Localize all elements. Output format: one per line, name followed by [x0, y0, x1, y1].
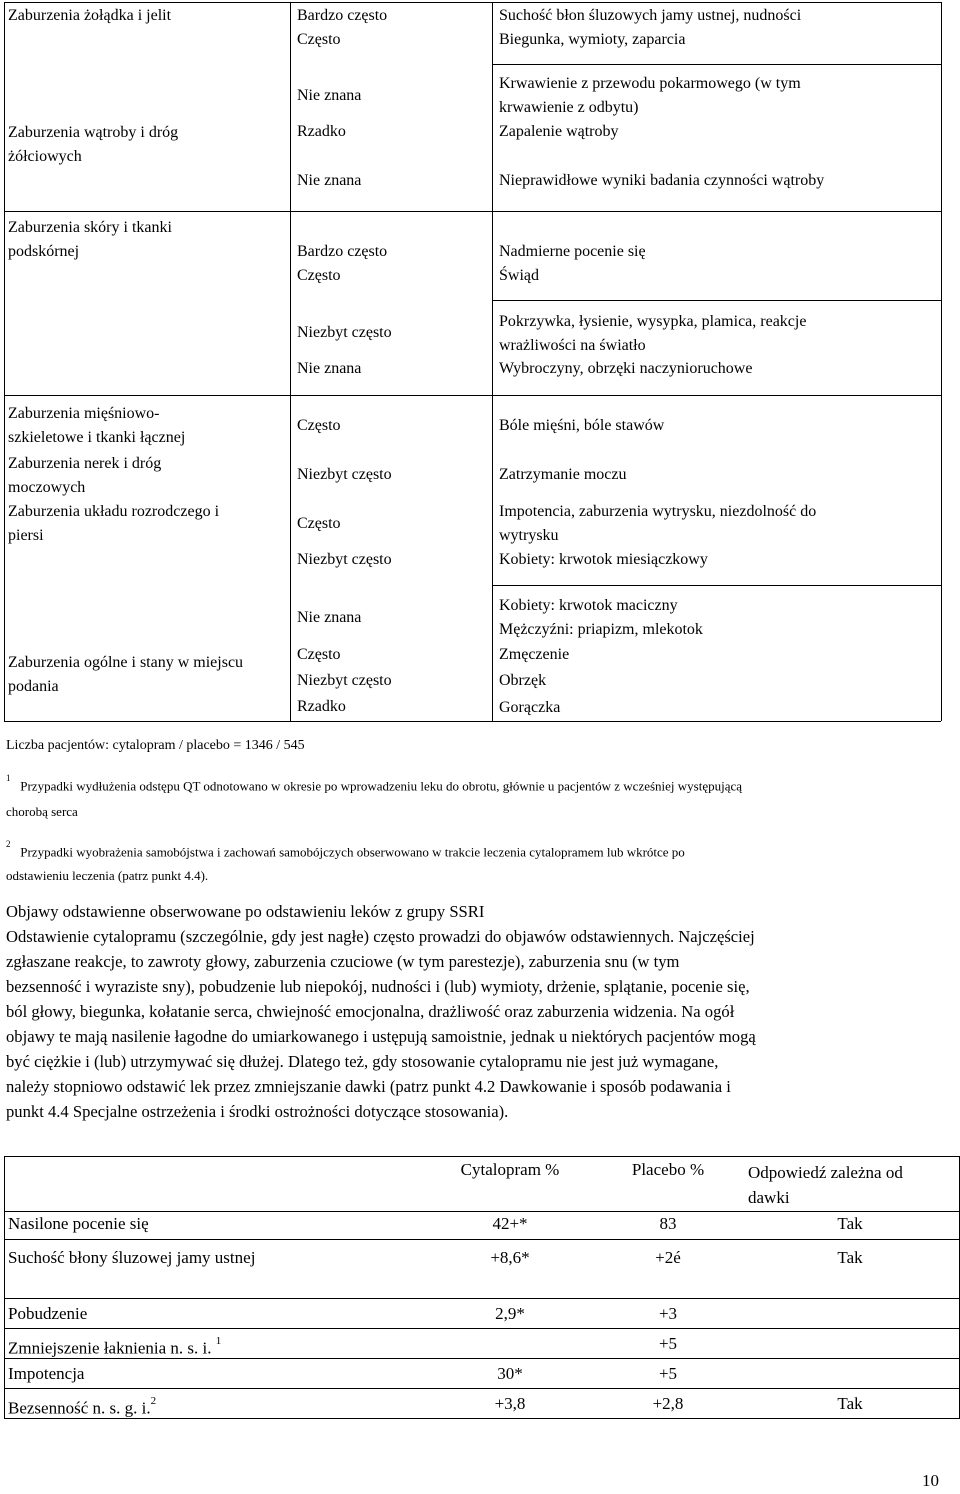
paragraph-line: punkt 4.4 Specjalne ostrzeżenia i środki ostrożności dotyczące stosowania). [6, 1102, 509, 1121]
column-header: dawki [748, 1188, 790, 1207]
table-row-divider [4, 1298, 960, 1299]
organ-class-label: Zaburzenia skóry i tkanki [8, 219, 172, 236]
effect-label: Nadmierne pocenie się [499, 243, 646, 260]
placebo-value: +5 [658, 1364, 678, 1383]
placebo-value: +5 [658, 1334, 678, 1353]
table-row-divider [4, 211, 941, 212]
frequency-label: Często [297, 417, 341, 434]
frequency-label: Niezbyt często [297, 672, 392, 689]
column-header: Cytalopram % [460, 1160, 560, 1179]
effect-label: Świąd [499, 267, 539, 284]
paragraph-line: zgłaszane reakcje, to zawroty głowy, zaburzenia czuciowe (w tym parestezje), zaburzenia snu (w tym [6, 952, 680, 971]
effect-label: Krwawienie z przewodu pokarmowego (w tym [499, 75, 801, 92]
frequency-label: Niezbyt często [297, 324, 392, 341]
table-row-divider [4, 1388, 960, 1389]
row-label: Suchość błony śluzowej jamy ustnej [8, 1248, 256, 1267]
cytalopram-value: 42+* [492, 1214, 528, 1233]
organ-class-label: żółciowych [8, 148, 82, 165]
footnote-ref: 1 [215, 1335, 222, 1347]
paragraph-line: ból głowy, biegunka, kołatanie serca, chwiejność emocjonalna, drażliwość oraz zaburzenia widzenia. Na ogół [6, 1002, 735, 1021]
frequency-label: Bardzo często [297, 243, 388, 260]
footnote-mark: 2 [6, 839, 11, 849]
frequency-label: Rzadko [297, 123, 346, 140]
footnote-text: chorobą serca [6, 804, 78, 819]
effect-label: Mężczyźni: priapizm, mlekotok [499, 621, 703, 638]
effect-label: Suchość błon śluzowych jamy ustnej, nudności [499, 7, 802, 24]
effect-label: Gorączka [499, 699, 561, 716]
frequency-label: Rzadko [297, 698, 346, 715]
table-border-left [4, 2, 5, 721]
frequency-label: Często [297, 31, 341, 48]
organ-class-label: Zaburzenia układu rozrodczego i [8, 503, 220, 520]
frequency-label: Nie znana [297, 609, 362, 626]
effect-label: Kobiety: krwotok miesiączkowy [499, 551, 708, 568]
paragraph-line: objawy te mają nasilenie łagodne do umiarkowanego i ustępują samoistnie, jednak u niektórych pacjentów mogą [6, 1027, 756, 1046]
page-number: 10 [922, 1471, 939, 1490]
row-label: Nasilone pocenie się [8, 1214, 149, 1233]
paragraph-line: Odstawienie cytalopramu (szczególnie, gdy jest nagłe) często prowadzi do objawów odstawiennych. Najczęściej [6, 927, 755, 946]
table-row-divider [492, 300, 941, 301]
cytalopram-value: 2,9* [495, 1304, 525, 1323]
footnote-text: Przypadki wyobrażenia samobójstwa i zachowań samobójczych obserwowano w trakcie leczenia cytalopramem lub wkrótce po [20, 844, 685, 860]
organ-class-label: szkieletowe i tkanki łącznej [8, 429, 186, 446]
table-border-left [4, 1156, 5, 1418]
effect-label: Biegunka, wymioty, zaparcia [499, 31, 686, 48]
table-border-right [941, 2, 942, 721]
table-row-divider [4, 395, 941, 396]
dose-dependent-value: Tak [837, 1394, 863, 1413]
footnote-mark: 1 [6, 773, 11, 783]
organ-class-label: Zaburzenia wątroby i dróg [8, 124, 179, 141]
organ-class-label: piersi [8, 527, 44, 544]
dose-dependent-value: Tak [837, 1214, 863, 1233]
effect-label: Bóle mięśni, bóle stawów [499, 417, 665, 434]
frequency-label: Często [297, 515, 341, 532]
cytalopram-value: +3,8 [494, 1394, 526, 1413]
column-header: Odpowiedź zależna od [748, 1163, 903, 1182]
frequency-label: Niezbyt często [297, 466, 392, 483]
organ-class-label: moczowych [8, 479, 86, 496]
effect-label: Zapalenie wątroby [499, 123, 619, 140]
effect-label: krwawienie z odbytu) [499, 99, 639, 116]
organ-class-label: podskórnej [8, 243, 80, 260]
footnote-text: odstawieniu leczenia (patrz punkt 4.4). [6, 868, 209, 883]
paragraph-line: należy stopniowo odstawić lek przez zmniejszanie dawki (patrz punkt 4.2 Dawkowanie i sposób podawania i [6, 1077, 731, 1096]
effect-label: Pokrzywka, łysienie, wysypka, plamica, reakcje [499, 313, 807, 330]
placebo-value: 83 [659, 1214, 677, 1233]
section-heading: Objawy odstawienne obserwowane po odstawieniu leków z grupy SSRI [6, 902, 485, 921]
organ-class-label: Zaburzenia mięśniowo- [8, 405, 160, 422]
table-column-divider [290, 2, 291, 721]
paragraph-line: bezsenność i wyraziste sny), pobudzenie lub niepokój, nudności i (lub) wymioty, drżenie, splątanie, pocenie się, [6, 977, 750, 996]
frequency-label: Bardzo często [297, 7, 388, 24]
effect-label: wytrysku [499, 527, 559, 544]
column-header: Placebo % [631, 1160, 705, 1179]
table-column-divider [492, 2, 493, 721]
effect-label: Obrzęk [499, 672, 547, 689]
dose-dependent-value: Tak [837, 1248, 863, 1267]
footnote-ref: 2 [150, 1395, 157, 1407]
frequency-label: Nie znana [297, 172, 362, 189]
row-label: Pobudzenie [8, 1304, 88, 1323]
effect-label: Impotencia, zaburzenia wytrysku, niezdolność do [499, 503, 817, 520]
row-label: Zmniejszenie łaknienia n. s. i. [8, 1338, 212, 1358]
organ-class-label: Zaburzenia nerek i dróg [8, 455, 162, 472]
table-border-top [4, 2, 941, 3]
table-row-divider [4, 1211, 960, 1212]
effect-label: Zatrzymanie moczu [499, 466, 627, 483]
row-label: Bezsenność n. s. g. i. [8, 1398, 151, 1418]
organ-class-label: Zaburzenia ogólne i stany w miejscu [8, 654, 244, 671]
organ-class-label: Zaburzenia żołądka i jelit [8, 7, 172, 24]
patients-count-line: Liczba pacjentów: cytalopram / placebo = 1346 / 545 [6, 738, 305, 753]
frequency-label: Niezbyt często [297, 551, 392, 568]
effect-label: Kobiety: krwotok maciczny [499, 597, 678, 614]
frequency-label: Często [297, 267, 341, 284]
effect-label: Nieprawidłowe wyniki badania czynności wątroby [499, 172, 825, 189]
table-border-top [4, 1156, 960, 1157]
row-label: Impotencja [8, 1364, 85, 1383]
frequency-label: Często [297, 646, 341, 663]
effect-label: Wybroczyny, obrzęki naczynioruchowe [499, 360, 753, 377]
placebo-value: +3 [658, 1304, 678, 1323]
cytalopram-value: 30* [497, 1364, 523, 1383]
frequency-label: Nie znana [297, 87, 362, 104]
organ-class-label: podania [8, 678, 59, 695]
effect-label: Zmęczenie [499, 646, 570, 663]
table-row-divider [492, 64, 941, 65]
cytalopram-value: +8,6* [490, 1248, 530, 1267]
paragraph-line: być ciężkie i (lub) utrzymywać się dłużej. Dlatego też, gdy stosowanie cytalopramu nie jest już wymagane, [6, 1052, 719, 1071]
placebo-value: +2é [655, 1248, 681, 1267]
effect-label: wrażliwości na światło [499, 337, 646, 354]
frequency-label: Nie znana [297, 360, 362, 377]
table-row-divider [4, 1239, 960, 1240]
footnote-text: Przypadki wydłużenia odstępu QT odnotowano w okresie po wprowadzeniu leku do obrotu, głównie u pacjentów z wcześniej występującą [20, 778, 743, 794]
table-border-bottom [4, 721, 941, 722]
table-row-divider [4, 1328, 960, 1329]
table-row-divider [492, 585, 941, 586]
placebo-value: +2,8 [652, 1394, 684, 1413]
